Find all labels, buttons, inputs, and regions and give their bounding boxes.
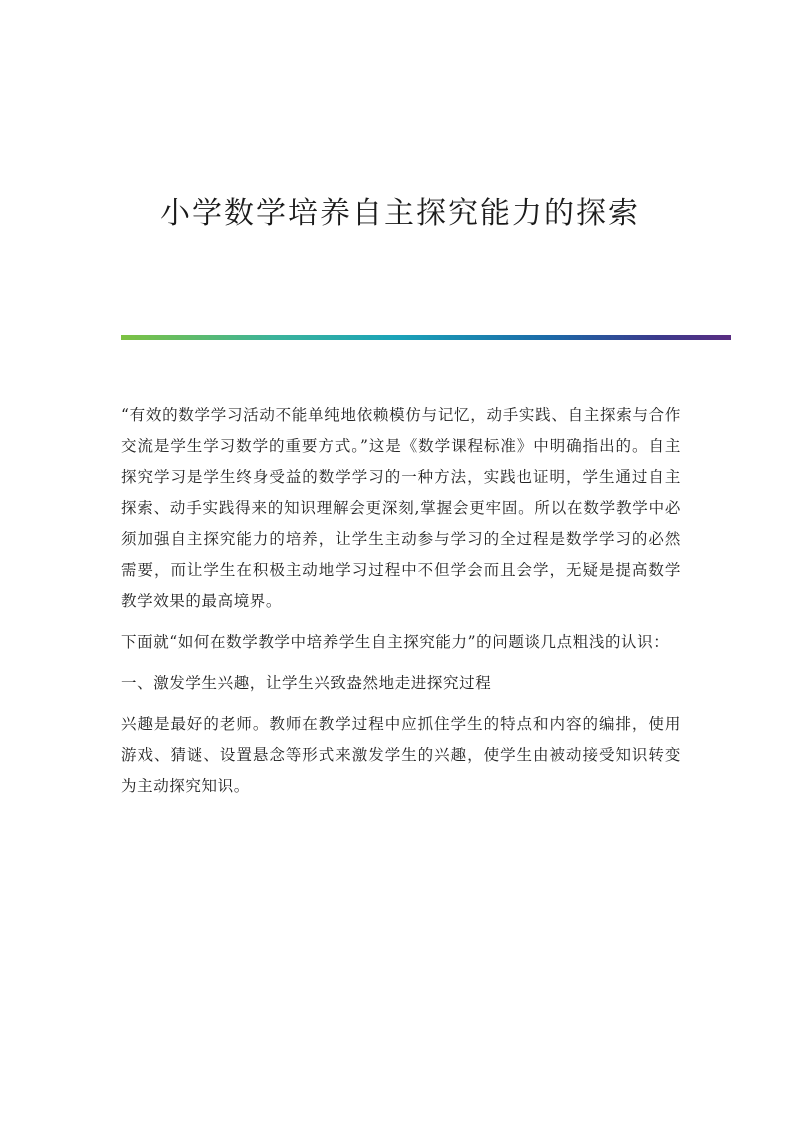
paragraph-topic: 下面就“如何在数学教学中培养学生自主探究能力”的问题谈几点粗浅的认识： [121, 633, 670, 651]
paragraph-interest: 兴趣是最好的老师。教师在教学过程中应抓住学生的特点和内容的编排，使用游戏、猜谜、设置悬念等形式来激发学生的兴趣，使学生由被动接受知识转变为主动探究知识。 [121, 715, 681, 795]
paragraph-intro: “有效的数学学习活动不能单纯地依赖模仿与记忆，动手实践、自主探索与合作交流是学生学习数学的重要方式。”这是《数学课程标准》中明确指出的。自主探究学习是学生终身受益的数学学习的一种方法，实践也证明，学生通过自主探索、动手实践得来的知识理解会更深刻,掌握会更牢固。所以在数学教学中必须加强自主探究能力的培养，让学生主动参与学习的全过程是数学学习的必然需要，而让学生在积极主动地学习过程中不但学会而且会学，无疑是提高数学教学效果的最高境界。 [121, 406, 681, 610]
document-body [121, 400, 681, 802]
document-title: 小学数学培养自主探究能力的探索 [160, 196, 640, 231]
title-divider [121, 335, 731, 340]
section-heading-1: 一、激发学生兴趣，让学生兴致盎然地走进探究过程 [121, 674, 492, 692]
